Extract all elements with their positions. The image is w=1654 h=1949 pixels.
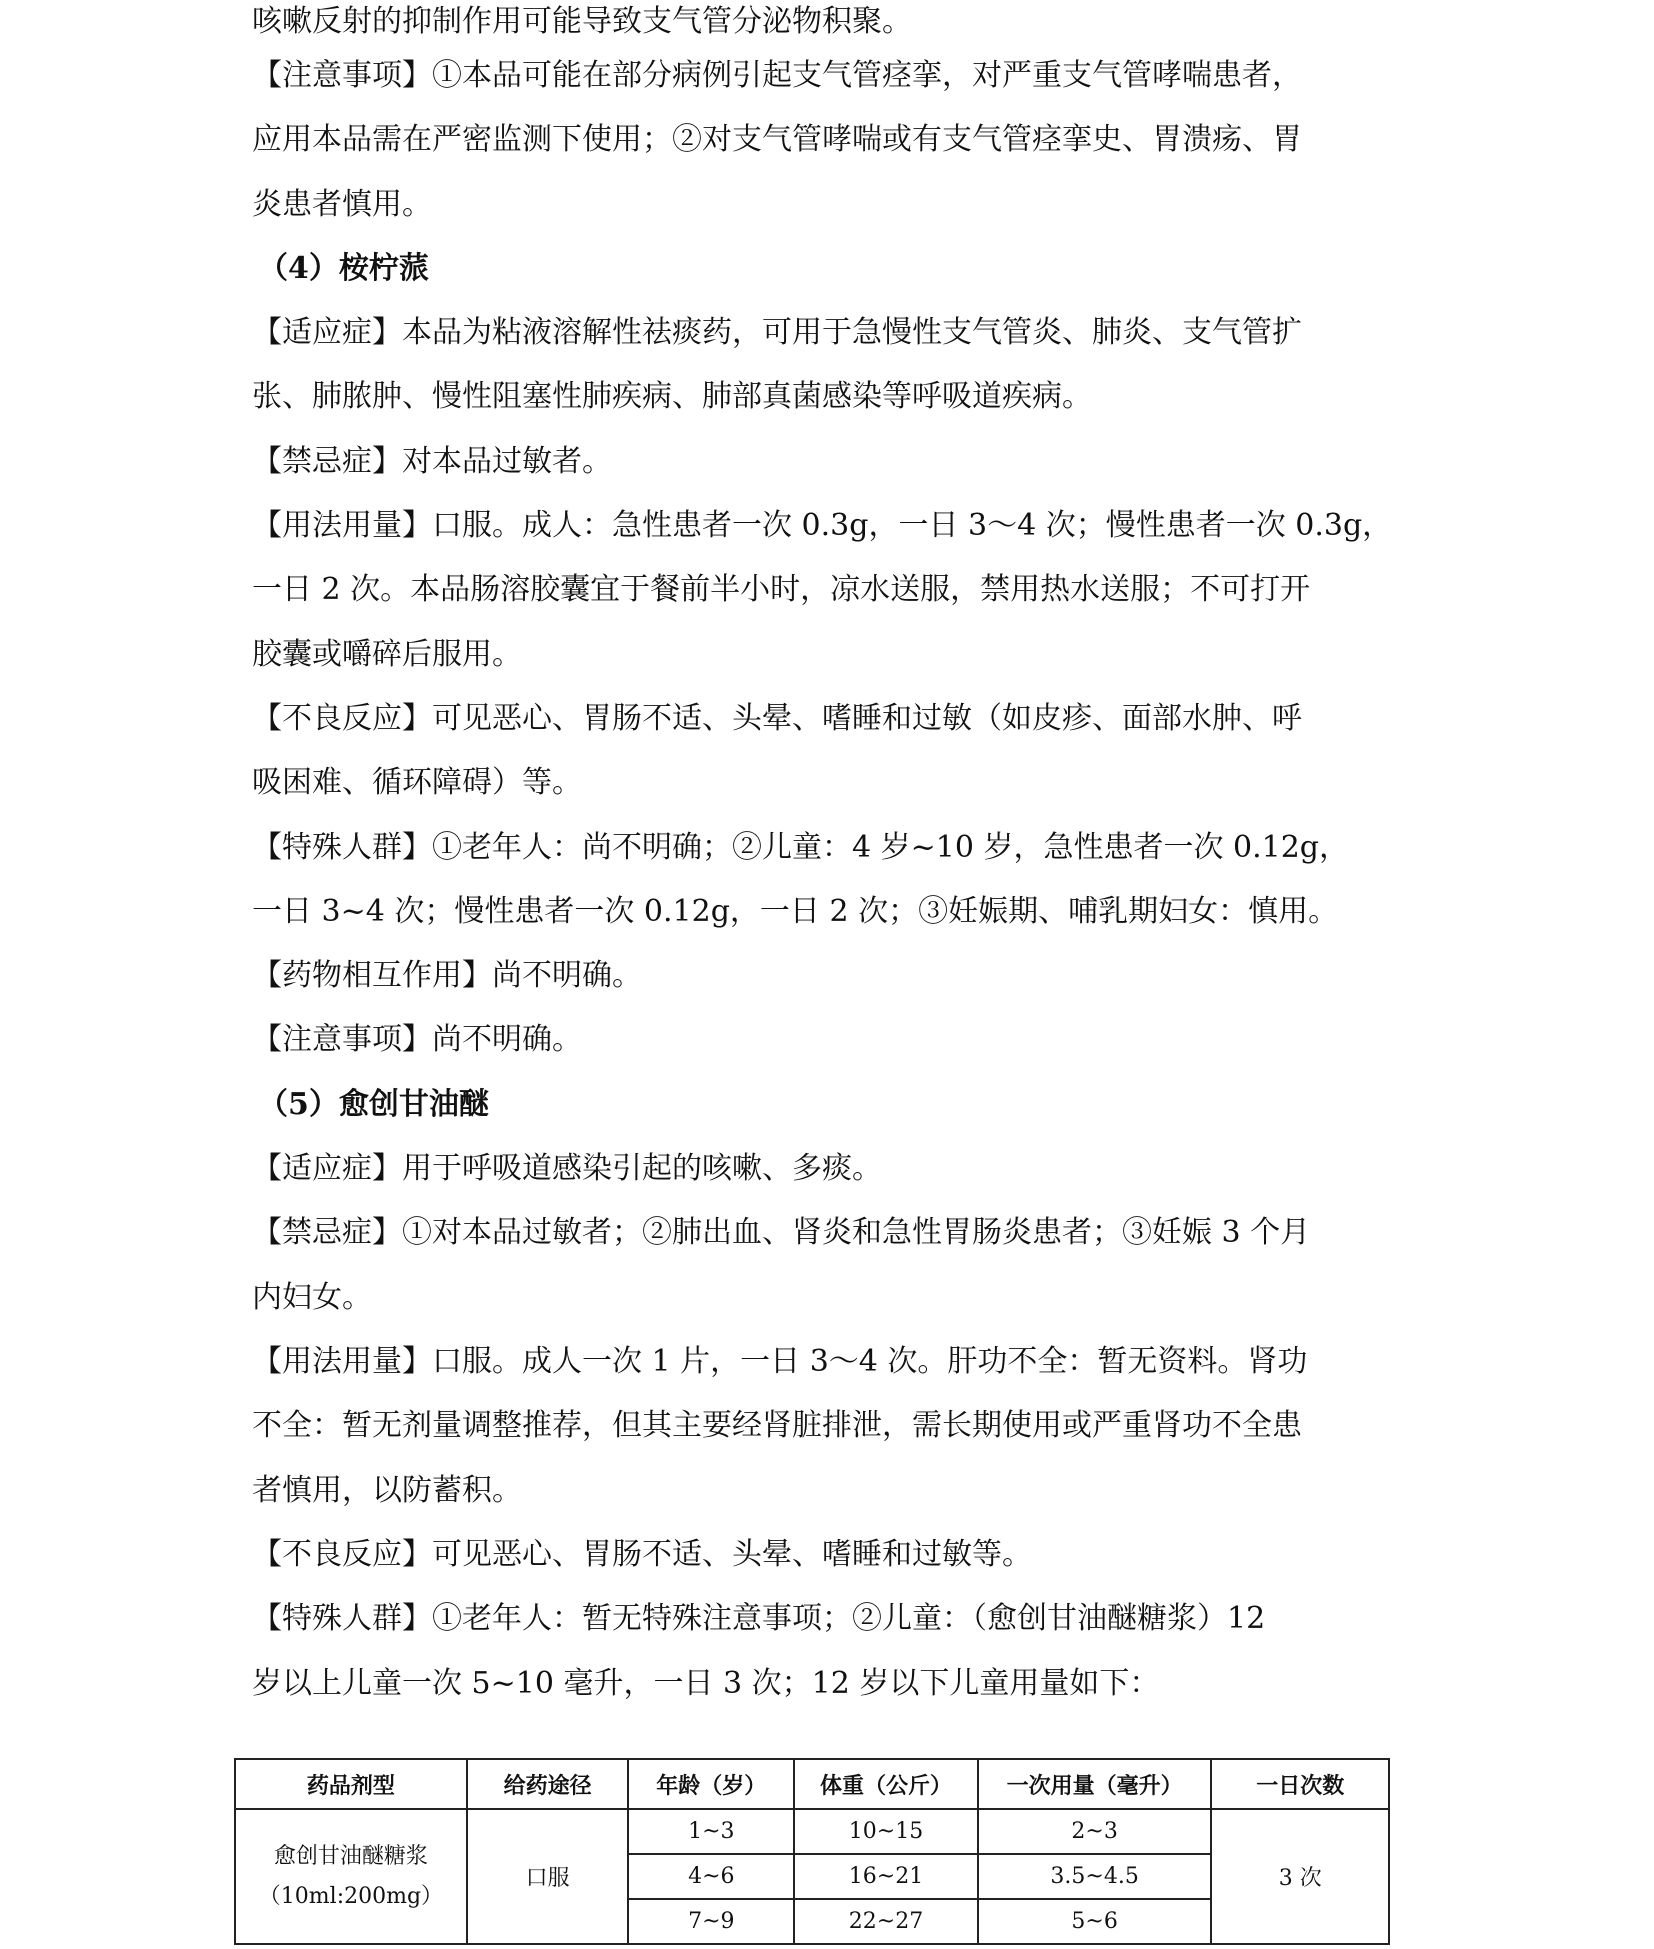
text-line: 不全：暂无剂量调整推荐，但其主要经肾脏排泄，需长期使用或严重肾功不全患	[252, 1408, 1302, 1443]
header-daily-frequency: 一日次数	[1211, 1759, 1389, 1809]
text-line: 吸困难、循环障碍）等。	[252, 765, 582, 800]
cell-age: 1~3	[628, 1809, 794, 1854]
text-line: 张、肺脓肿、慢性阻塞性肺疾病、肺部真菌感染等呼吸道疾病。	[252, 379, 1092, 414]
text-line: 内妇女。	[252, 1280, 372, 1315]
text-line: 岁以上儿童一次 5~10 毫升，一日 3 次；12 岁以下儿童用量如下：	[252, 1666, 1160, 1701]
cell-dose: 3.5~4.5	[978, 1854, 1212, 1899]
section-heading-eucalyptol: （4）桉柠蒎	[258, 251, 429, 286]
text-line: 【注意事项】①本品可能在部分病例引起支气管痉挛，对严重支气管哮喘患者，	[252, 58, 1302, 93]
text-line: 胶囊或嚼碎后服用。	[252, 637, 522, 672]
text-line: 者慎用，以防蓄积。	[252, 1473, 522, 1508]
text-line: 【用法用量】口服。成人一次 1 片，一日 3～4 次。肝功不全：暂无资料。肾功	[252, 1344, 1308, 1379]
cell-dose: 2~3	[978, 1809, 1212, 1854]
text-line: 咳嗽反射的抑制作用可能导致支气管分泌物积聚。	[252, 4, 912, 39]
header-dosage-form: 药品剂型	[235, 1759, 467, 1809]
cell-weight: 10~15	[794, 1809, 978, 1854]
table-row	[235, 1809, 1389, 1854]
text-line: 炎患者慎用。	[252, 187, 432, 222]
cell-age: 4~6	[628, 1854, 794, 1899]
cell-route: 口服	[467, 1809, 629, 1944]
pediatric-dosage-table	[234, 1758, 1390, 1945]
text-line: 一日 3~4 次；慢性患者一次 0.12g，一日 2 次；③妊娠期、哺乳期妇女：慎用。	[252, 894, 1339, 929]
text-line: 一日 2 次。本品肠溶胶囊宜于餐前半小时，凉水送服，禁用热水送服；不可打开	[252, 572, 1311, 607]
text-line: 【适应症】用于呼吸道感染引起的咳嗽、多痰。	[252, 1151, 882, 1186]
cell-weight: 22~27	[794, 1899, 978, 1944]
text-line: 【禁忌症】①对本品过敏者；②肺出血、肾炎和急性胃肠炎患者；③妊娠 3 个月	[252, 1215, 1311, 1250]
text-line: 【适应症】本品为粘液溶解性祛痰药，可用于急慢性支气管炎、肺炎、支气管扩	[252, 315, 1302, 350]
text-line: 【不良反应】可见恶心、胃肠不适、头晕、嗜睡和过敏（如皮疹、面部水肿、呼	[252, 701, 1302, 736]
cell-age: 7~9	[628, 1899, 794, 1944]
text-line: 【禁忌症】对本品过敏者。	[252, 444, 612, 479]
header-age: 年龄（岁）	[628, 1759, 794, 1809]
text-line: 【药物相互作用】尚不明确。	[252, 958, 642, 993]
header-route: 给药途径	[467, 1759, 629, 1809]
text-line: 【用法用量】口服。成人：急性患者一次 0.3g，一日 3～4 次；慢性患者一次 0.3g，	[252, 508, 1393, 543]
cell-dose: 5~6	[978, 1899, 1212, 1944]
dosage-form-strength: （10ml:200mg）	[258, 1883, 444, 1909]
text-line: 【注意事项】尚不明确。	[252, 1022, 582, 1057]
header-weight: 体重（公斤）	[794, 1759, 978, 1809]
header-single-dose: 一次用量（毫升）	[978, 1759, 1212, 1809]
text-line: 【不良反应】可见恶心、胃肠不适、头晕、嗜睡和过敏等。	[252, 1537, 1032, 1572]
cell-weight: 16~21	[794, 1854, 978, 1899]
text-line: 【特殊人群】①老年人：尚不明确；②儿童：4 岁~10 岁，急性患者一次 0.12g，	[252, 830, 1350, 865]
dosage-form-name: 愈创甘油醚糖浆	[273, 1843, 428, 1869]
text-line: 【特殊人群】①老年人：暂无特殊注意事项；②儿童：（愈创甘油醚糖浆）12	[252, 1601, 1266, 1636]
cell-dosage-form	[235, 1809, 467, 1944]
section-heading-guaifenesin: （5）愈创甘油醚	[258, 1087, 489, 1122]
table-header-row	[235, 1759, 1389, 1809]
text-line: 应用本品需在严密监测下使用；②对支气管哮喘或有支气管痉挛史、胃溃疡、胃	[252, 122, 1302, 157]
cell-frequency: 3 次	[1211, 1809, 1389, 1944]
